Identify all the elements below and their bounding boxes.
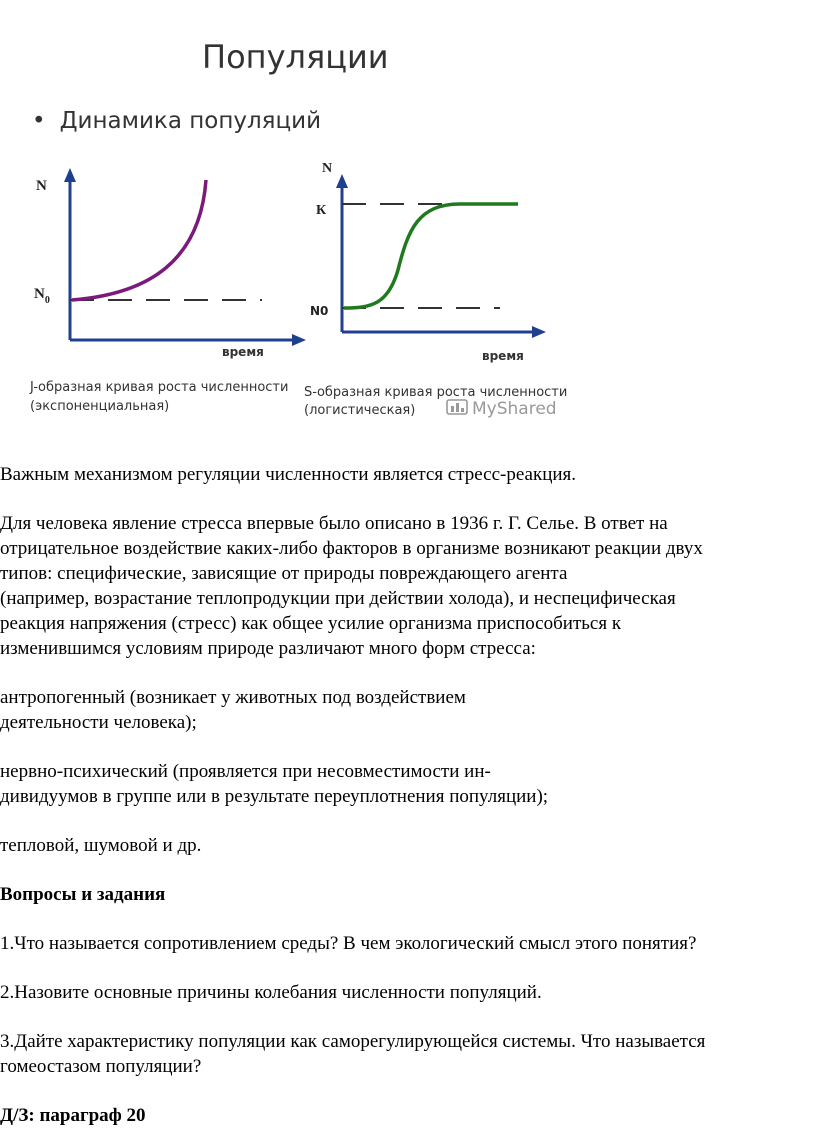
bullet-dot-icon: • <box>32 108 46 134</box>
stress-type-anthropogenic-line2: деятельности человека); <box>0 712 197 733</box>
myshared-watermark <box>447 399 557 419</box>
slide-title: Популяции <box>202 38 389 76</box>
s-curve-graph <box>304 161 567 418</box>
s-x-label: время <box>482 349 524 363</box>
j-y-label: N <box>36 178 47 194</box>
paragraph-selye-line4: (например, возрастание теплопродукции при действии холода), и неспецифическая <box>0 588 676 609</box>
s-caption-line1: S-образная кривая роста численности <box>304 385 568 400</box>
paragraph-selye-line2: отрицательное воздействие каких-либо факторов в организме возникают реакции двух <box>0 538 703 559</box>
s-y-arrow-icon <box>336 174 348 188</box>
j-y-arrow-icon <box>64 168 76 182</box>
s-caption-line2: (логистическая) <box>304 403 416 418</box>
s-curve <box>344 204 518 308</box>
paragraph-selye-line3: типов: специфические, зависящие от природы повреждающего агента <box>0 563 568 584</box>
stress-type-neuro-line2: дивидуумов в группе или в результате переуплотнения популяции); <box>0 786 549 807</box>
j-curve-graph <box>29 168 306 414</box>
document-body <box>0 462 810 1128</box>
j-caption-line1: J-образная кривая роста численности <box>30 380 289 395</box>
question-2: 2.Назовите основные причины колебания численности популяций. <box>0 982 542 1003</box>
stress-type-neuro-line1: нервно-психический (проявляется при несовместимости ин- <box>0 761 491 782</box>
slide-image <box>0 0 816 440</box>
watermark-logo-icon <box>447 400 467 414</box>
stress-type-thermal: тепловой, шумовой и др. <box>0 835 202 856</box>
paragraph-selye-line6: изменившимся условиям природе различают много форм стресса: <box>0 638 536 659</box>
j-n0-label: $N_0$ <box>34 286 50 306</box>
slide-bullet <box>32 108 321 134</box>
homework: Д/З: параграф 20 <box>0 1105 146 1126</box>
j-curve <box>72 180 206 300</box>
paragraph-selye-line1: Для человека явление стресса впервые было описано в 1936 г. Г. Селье. В ответ на <box>0 513 668 534</box>
question-3-line2: гомеостазом популяции? <box>0 1056 202 1077</box>
population-graphs <box>0 150 816 440</box>
stress-type-anthropogenic-line1: антропогенный (возникает у животных под воздействием <box>0 687 466 708</box>
j-caption-line2: (экспоненциальная) <box>30 399 170 414</box>
paragraph-selye-line5: реакция напряжения (стресс) как общее усилие организма приспособиться к <box>0 613 622 634</box>
s-k-label: К <box>316 203 327 218</box>
s-n0-label: N0 <box>310 304 329 318</box>
slide-bullet-text: Динамика популяций <box>59 108 322 134</box>
j-x-arrow-icon <box>292 334 306 346</box>
j-x-label: время <box>222 345 264 359</box>
question-3-line1: 3.Дайте характеристику популяции как саморегулирующейся системы. Что называется <box>0 1031 706 1052</box>
s-y-label: N <box>322 161 333 176</box>
questions-heading: Вопросы и задания <box>0 884 166 905</box>
s-x-arrow-icon <box>532 326 546 338</box>
watermark-text: MyShared <box>472 399 557 419</box>
question-1: 1.Что называется сопротивлением среды? В чем экологический смысл этого понятия? <box>0 933 697 954</box>
paragraph-stress: Важным механизмом регуляции численности является стресс-реакция. <box>0 464 577 485</box>
